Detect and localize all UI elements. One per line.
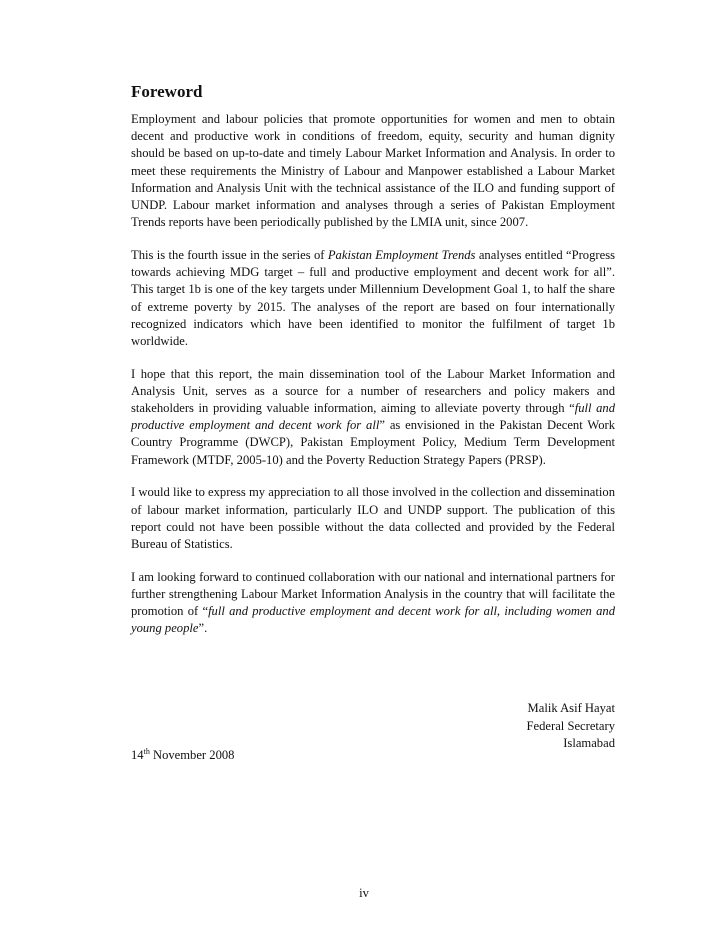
signatory-title: Federal Secretary	[526, 718, 615, 733]
paragraph-3-text-a: I hope that this report, the main dissemination tool of the Labour Market Information and Analysis Unit, serves as a source for a number of researchers and policy makers and stakeholders in providing valuable information, aiming to alleviate poverty through “	[131, 366, 615, 416]
paragraph-3-quote: full and productive employment and decent work for all	[131, 401, 615, 433]
paragraph-2-text-c: analyses entitled “Progress towards achieving MDG target – full and productive employment and decent work for all”. This target 1b is one of the key targets under Millennium Development Goal 1, to half the share of extreme poverty by 2015. The analyses of the report are based on four internationally recognized indicators which have been identified to monitor the fulfilment of target 1b worldwide.	[131, 247, 615, 348]
date-day: 14	[131, 748, 144, 762]
paragraph-3-text-c: ” as envisioned in the Pakistan Decent Work Country Programme (DWCP), Pakistan Employment Policy, Medium Term Development Framework (MTDF, 2005-10) and the Poverty Reduction Strategy Papers (PRSP).	[131, 418, 616, 467]
paragraph-5-text-a: I am looking forward to continued collaboration with our national and international partners for further strengthening Labour Market Information Analysis in the country that will facilitate the promotion of “	[131, 569, 615, 619]
paragraph-2	[131, 247, 615, 350]
document-date	[131, 748, 234, 763]
page-title: Foreword	[131, 82, 203, 101]
paragraph-5-quote: full and productive employment and decent work for all, including women and young people	[131, 604, 615, 636]
date-day-suffix: th	[143, 747, 150, 756]
paragraph-1: Employment and labour policies that promote opportunities for women and men to obtain decent and productive work in conditions of freedom, equity, security and human dignity should be based on up-to-date and timely Labour Market Information and Analysis. In order to meet these requirements the Ministry of Labour and Manpower established a Labour Market Information and Analysis Unit with the technical assistance of the ILO and funding support of UNDP. Labour market information and analyses through a series of Pakistan Employment Trends reports have been periodically published by the LMIA unit, since 2007.	[131, 112, 615, 230]
paragraph-5	[131, 569, 615, 638]
report-series-title: Pakistan Employment Trends	[327, 247, 476, 262]
foreword-body	[131, 111, 615, 653]
paragraph-2-text-a: This is the fourth issue in the series of	[131, 247, 328, 262]
date-month-year: November 2008	[149, 748, 235, 762]
signatory-name: Malik Asif Hayat	[527, 701, 615, 715]
paragraph-4: I would like to express my appreciation to all those involved in the collection and dissemination of labour market information, particularly ILO and UNDP support. The publication of this report could not have been possible without the data collected and provided by the Federal Bureau of Statistics.	[131, 485, 615, 551]
paragraph-5-text-c: ”.	[198, 621, 208, 636]
signatory-place: Islamabad	[563, 736, 615, 751]
paragraph-3	[131, 366, 615, 469]
page-number: iv	[359, 886, 369, 900]
signature-block	[527, 700, 615, 753]
